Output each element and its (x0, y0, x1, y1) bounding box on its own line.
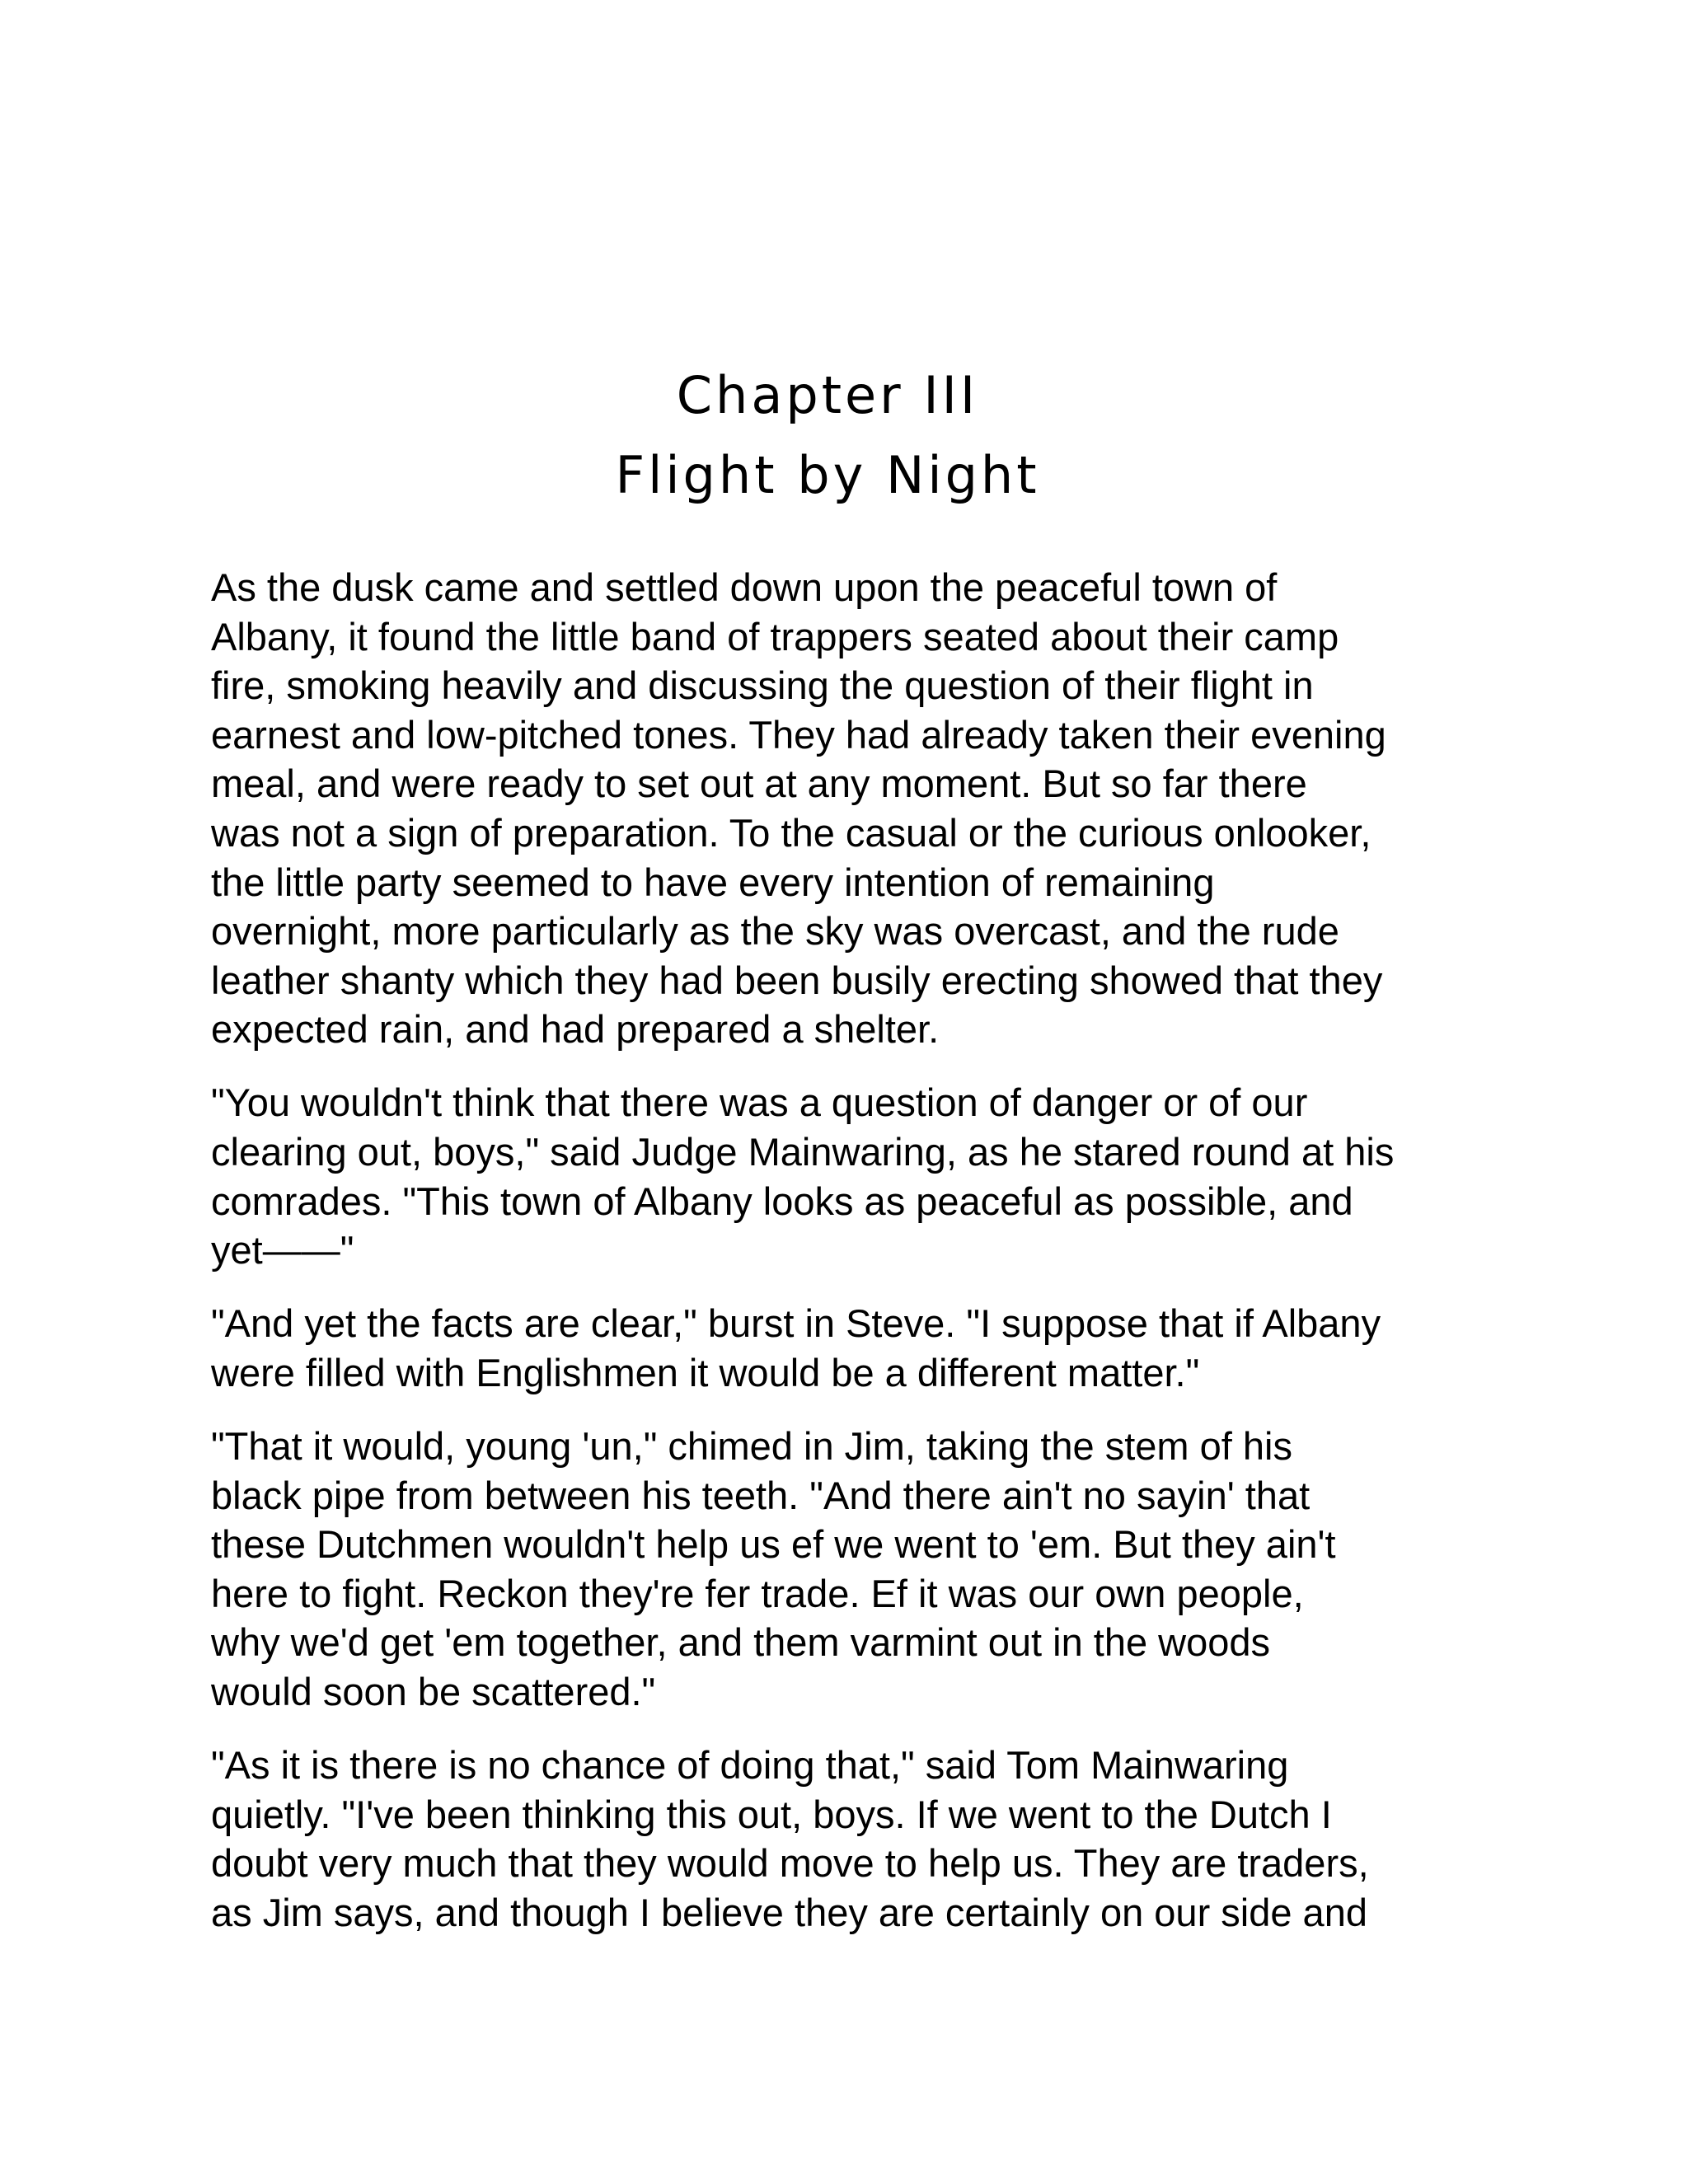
text-line: meal, and were ready to set out at any moment. But so far there (211, 762, 1307, 806)
text-line: "You wouldn't think that there was a question of danger or of our (211, 1080, 1308, 1125)
text-line: clearing out, boys," said Judge Mainwaring, as he stared round at his (211, 1130, 1395, 1174)
text-line: was not a sign of preparation. To the casual or the curious onlooker, (211, 810, 1372, 855)
text-line: quietly. "I've been thinking this out, boys. If we went to the Dutch I (211, 1792, 1332, 1836)
text-line: these Dutchmen wouldn't help us ef we went to 'em. But they ain't (211, 1522, 1336, 1567)
text-line: why we'd get 'em together, and them varmint out in the woods (211, 1620, 1271, 1665)
text-line: here to fight. Reckon they're fer trade. Ef it was our own people, (211, 1571, 1304, 1615)
text-line: black pipe from between his teeth. "And there ain't no sayin' that (211, 1473, 1311, 1517)
text-line: would soon be scattered." (211, 1669, 656, 1713)
text-line: "And yet the facts are clear," burst in Steve. "I suppose that if Albany (211, 1301, 1381, 1346)
text-line: overnight, more particularly as the sky was overcast, and the rude (211, 909, 1339, 954)
paragraph (211, 1078, 1497, 1274)
paragraph (211, 1741, 1497, 1937)
text-line: comrades. "This town of Albany looks as peaceful as possible, and (211, 1179, 1353, 1223)
text-line: doubt very much that they would move to help us. They are traders, (211, 1841, 1369, 1886)
text-line: yet——" (211, 1228, 354, 1272)
text-line: "As it is there is no chance of doing that," said Tom Mainwaring (211, 1743, 1289, 1788)
chapter-title: Flight by Night (615, 445, 1040, 505)
text-line: were filled with Englishmen it would be a different matter." (211, 1350, 1200, 1394)
paragraph (211, 563, 1497, 1054)
text-line: as Jim says, and though I believe they are certainly on our side and (211, 1890, 1367, 1934)
text-line: expected rain, and had prepared a shelter. (211, 1007, 940, 1052)
text-line: fire, smoking heavily and discussing the question of their flight in (211, 663, 1314, 708)
chapter-number: Chapter III (676, 365, 979, 425)
text-line: leather shanty which they had been busily erecting showed that they (211, 958, 1383, 1002)
paragraph (211, 1422, 1497, 1717)
text-line: As the dusk came and settled down upon the peaceful town of (211, 565, 1278, 609)
paragraph (211, 1299, 1497, 1397)
text-line: earnest and low-pitched tones. They had already taken their evening (211, 712, 1386, 757)
text-line: Albany, it found the little band of trappers seated about their camp (211, 614, 1339, 658)
text-line: the little party seemed to have every intention of remaining (211, 860, 1215, 904)
chapter-body (211, 563, 1497, 1961)
text-line: "That it would, young 'un," chimed in Jim, taking the stem of his (211, 1424, 1292, 1468)
